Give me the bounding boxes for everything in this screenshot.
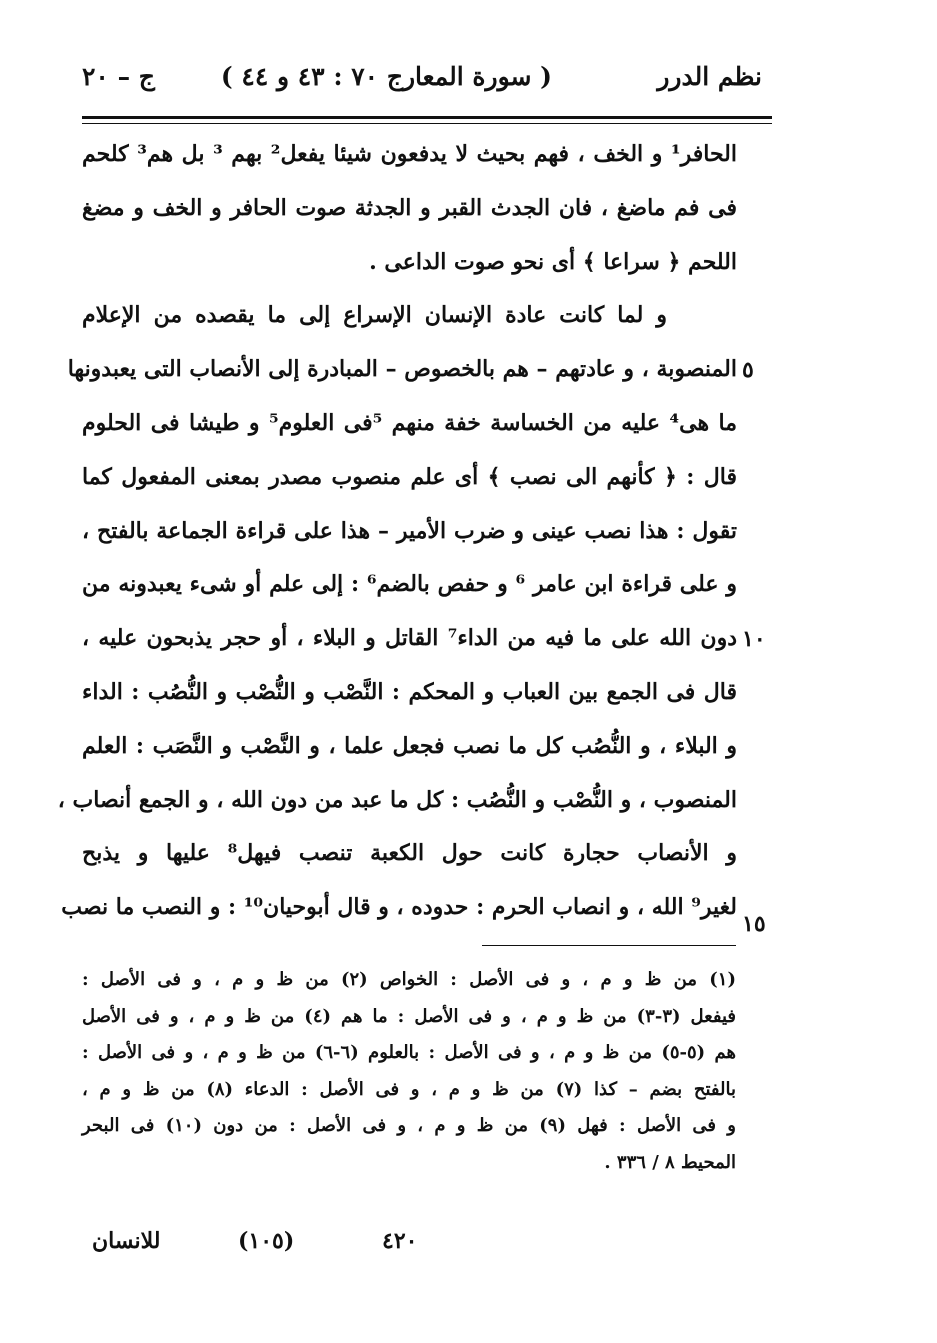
- print-number: (١٠٥): [238, 1228, 295, 1254]
- text-line: قال فى الجمع بين العباب و المحكم : النَّصْب و النُّصْب و النُّصُب : الداء: [82, 678, 737, 705]
- text-line: دون الله على ما فيه من الداء⁷ القاتل و البلاء ، أو حجر يذبحون عليه ،: [82, 625, 737, 652]
- text-line: لغير⁹ الله ، و انصاب الحرم : حدوده ، و قال أبوحيان¹⁰ : و النصب ما نصب: [61, 894, 737, 921]
- footnote-line: المحيط ٨ / ٣٣٦ .: [604, 1151, 736, 1173]
- line-number-15: ١٥: [742, 911, 766, 937]
- footnote-separator: [482, 945, 736, 946]
- footnote-line: (١) من ظ و م ، و فى الأصل : الخواص (٢) من ظ و م ، و فى الأصل :: [82, 969, 736, 990]
- text-line: قال : ﴿ كأنهم الى نصب ﴾ أى علم منصوب مصدر بمعنى المفعول كما: [82, 463, 737, 490]
- text-line: و الأنصاب حجارة كانت حول الكعبة تنصب فيهل⁸ عليها و يذبح: [82, 840, 737, 867]
- page-number: ٤٢٠: [382, 1228, 418, 1254]
- footnote-line: فيفعل (٣-٣) من ظ و م ، و فى الأصل : ما هم (٤) من ظ و م ، و فى الأصل: [82, 1005, 736, 1027]
- text-line: و البلاء ، و النُّصُب كل ما نصب فجعل علما ، و النَّصْب و النَّصَب : العلم: [82, 732, 737, 759]
- catchword: للانسان: [92, 1228, 161, 1254]
- book-title: نظم الدرر: [657, 62, 762, 91]
- header-rule-thin: [82, 123, 772, 124]
- main-text: [57, 128, 737, 935]
- running-header: [82, 58, 762, 102]
- footnote-line: هم (٥-٥) من ظ و م ، و فى الأصل : بالعلوم (٦-٦) من ظ و م ، و فى الأصل :: [82, 1042, 737, 1063]
- text-line: و لما كانت عادة الإنسان الإسراع إلى ما يقصده من الإعلام: [82, 302, 667, 329]
- page-footer: [0, 1228, 937, 1268]
- text-line: ما هى⁴ عليه من الخساسة خفة منهم ⁵فى العلوم⁵ و طيشا فى الحلوم: [82, 409, 737, 436]
- text-line: فى فم ماضغ ، فان الجدث القبر و الجدثة صوت الحافر و الخف و مضغ: [82, 194, 737, 221]
- surah-reference: ( سورة المعارج ٧٠ : ٤٣ و ٤٤ ): [220, 62, 552, 91]
- footnotes: [82, 962, 736, 1181]
- line-number-5: ٥: [742, 357, 754, 383]
- volume-number: ج – ٢٠: [82, 62, 155, 91]
- line-number-10: ١٠: [742, 626, 766, 652]
- text-line: اللحم ﴿ سراعا ﴾ أى نحو صوت الداعى .: [369, 248, 737, 275]
- text-line: تقول : هذا نصب عينى و ضرب الأمير – هذا على قراءة الجماعة بالفتح ،: [82, 517, 737, 544]
- text-line: الحافر¹ و الخف ، فهم بحيث لا يدفعون شيئا يفعل² بهم ³ بل هم³ كلحم: [82, 141, 737, 167]
- text-line: و على قراءة ابن عامر ⁶ و حفص بالضم⁶ : إلى علم أو شىء يعبدونه من: [82, 571, 737, 598]
- footnote-line: بالفتح بضم – كذا (٧) من ظ و م ، و فى الأصل : الدعاء (٨) من ظ و م ،: [82, 1078, 736, 1100]
- footnote-line: و فى الأصل : فهل (٩) من ظ و م ، و فى الأصل : من دون (١٠) فى البحر: [82, 1115, 736, 1136]
- text-line: المنصوبة ، و عادتهم – هم بالخصوص – المبادرة إلى الأنصاب التى يعبدونها: [67, 356, 737, 383]
- text-line: المنصوب ، و النُّصْب و النُّصُب : كل ما عبد من دون الله ، و الجمع أنصاب ،: [57, 786, 737, 813]
- header-rule-thick: [82, 116, 772, 119]
